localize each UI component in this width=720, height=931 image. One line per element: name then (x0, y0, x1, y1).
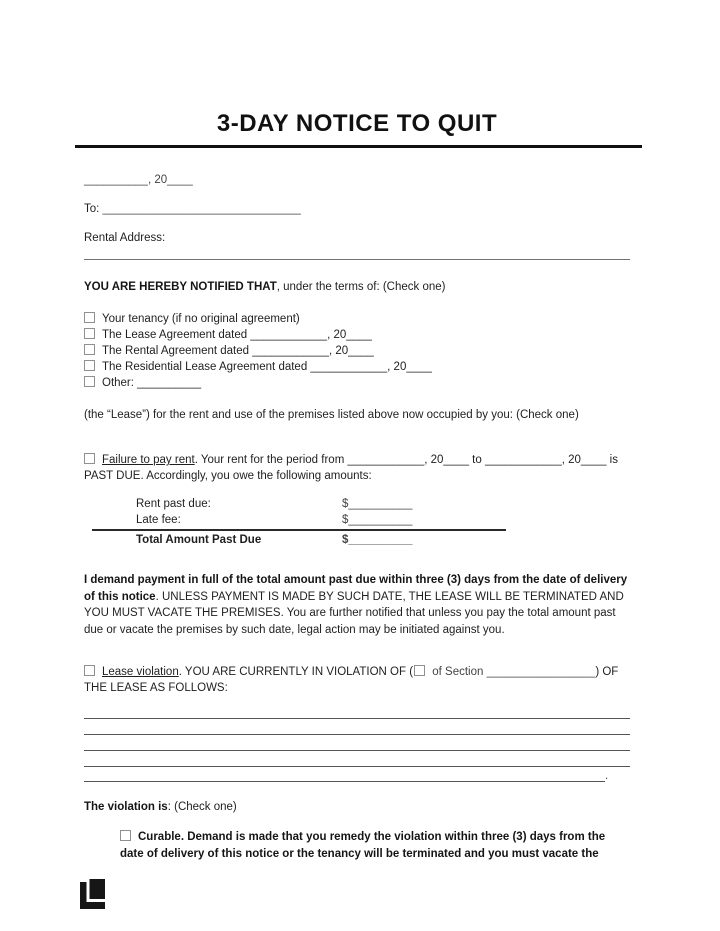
checkbox-icon[interactable] (84, 312, 95, 323)
table-row-total (84, 532, 630, 548)
row-label: Late fee: (136, 514, 181, 526)
lease-intro-text: (the “Lease”) for the rent and use of the premises listed above now occupied by you: (Check one) (84, 409, 579, 421)
rental-address-label: Rental Address: (84, 232, 166, 244)
option-label: The Rental Agreement dated ____________, 20____ (102, 345, 374, 357)
demand-rest: . UNLESS PAYMENT IS MADE BY SUCH DATE, THE LEASE WILL BE TERMINATED AND YOU MUST VACATE THE PREMISES. You are further notified that unless you pay the total amount past due or vacate the premises by such date, legal action may be initiated against you. (84, 590, 624, 636)
checkbox-icon[interactable] (84, 328, 95, 339)
violation-is-label: The violation is (84, 801, 168, 813)
row-value-blank[interactable]: $__________ (342, 514, 413, 526)
to-label: To: (84, 203, 100, 215)
violation-text-after: ) OF THE LEASE AS FOLLOWS: (84, 666, 619, 694)
checkbox-icon[interactable] (84, 453, 95, 464)
checkbox-icon[interactable] (84, 360, 95, 371)
blank-line[interactable] (84, 703, 630, 719)
row-value-blank[interactable]: $__________ (342, 498, 413, 510)
option-lease-agreement[interactable] (84, 327, 630, 343)
option-label: The Residential Lease Agreement dated ____________, 20____ (102, 361, 432, 373)
row-label: Total Amount Past Due (136, 534, 262, 546)
notified-statement (84, 279, 630, 295)
option-label: Your tenancy (if no original agreement) (102, 313, 300, 325)
checkbox-icon[interactable] (120, 830, 131, 841)
violation-write-in-area (84, 703, 630, 782)
blank-line[interactable] (84, 735, 630, 751)
violation-text-before: . YOU ARE CURRENTLY IN VIOLATION OF ( (178, 666, 414, 678)
date-blank-field[interactable]: __________, 20____ (84, 174, 193, 186)
table-row-rent-past-due (84, 496, 630, 512)
rental-address-blank[interactable] (84, 259, 630, 260)
lease-violation-clause (84, 664, 630, 696)
total-separator-line (92, 529, 506, 531)
checkbox-icon[interactable] (84, 344, 95, 355)
legal-templates-logo (79, 879, 630, 915)
option-tenancy[interactable] (84, 311, 630, 327)
row-label: Rent past due: (136, 498, 211, 510)
section-blank[interactable]: of Section _________________ (429, 666, 596, 678)
title-divider (75, 145, 642, 148)
failure-label: Failure to pay rent (102, 454, 195, 466)
blank-line[interactable] (84, 767, 630, 782)
option-residential-lease[interactable] (84, 359, 630, 375)
option-other[interactable] (84, 375, 630, 391)
notified-rest: , under the terms of: (Check one) (276, 281, 446, 293)
demand-lead: I demand payment in full of the total amount past due within three (3) days from the date of delivery of this notice (84, 574, 628, 603)
to-field[interactable] (84, 201, 630, 217)
option-label: The Lease Agreement dated ____________, 20____ (102, 329, 372, 341)
page-title: 3-DAY NOTICE TO QUIT (216, 110, 498, 137)
option-label: Other: __________ (102, 377, 202, 389)
violation-label: Lease violation (102, 666, 179, 678)
failure-to-pay-clause (84, 452, 630, 484)
violation-type-heading (84, 799, 630, 815)
legal-templates-logo-icon (79, 879, 106, 910)
curable-clause (120, 829, 630, 862)
to-blank[interactable]: _______________________________ (102, 203, 301, 215)
option-rental-agreement[interactable] (84, 343, 630, 359)
curable-text: Curable. Demand is made that you remedy the violation within three (3) days from the date of delivery of this notice or the tenancy will be terminated and you must vacate the (120, 831, 606, 860)
checkbox-icon[interactable] (84, 376, 95, 387)
notified-lead: YOU ARE HEREBY NOTIFIED THAT (84, 281, 277, 293)
blank-line-rule[interactable] (84, 766, 605, 782)
blank-line[interactable] (84, 719, 630, 735)
failure-text: . Your rent for the period from ____________, 20____ to ____________, 20____ is PAST DUE. Accordingly, you owe the following amounts: (84, 454, 618, 482)
violation-is-rest: : (Check one) (167, 801, 237, 813)
trailing-period: . (605, 770, 609, 782)
table-row-late-fee (84, 512, 630, 528)
blank-line[interactable] (84, 751, 630, 767)
demand-paragraph (84, 572, 630, 638)
agreement-checklist (84, 311, 630, 391)
section-checkbox-icon[interactable] (414, 665, 425, 676)
checkbox-icon[interactable] (84, 665, 95, 676)
row-value-blank[interactable]: $__________ (342, 534, 413, 546)
amounts-table (84, 496, 630, 548)
